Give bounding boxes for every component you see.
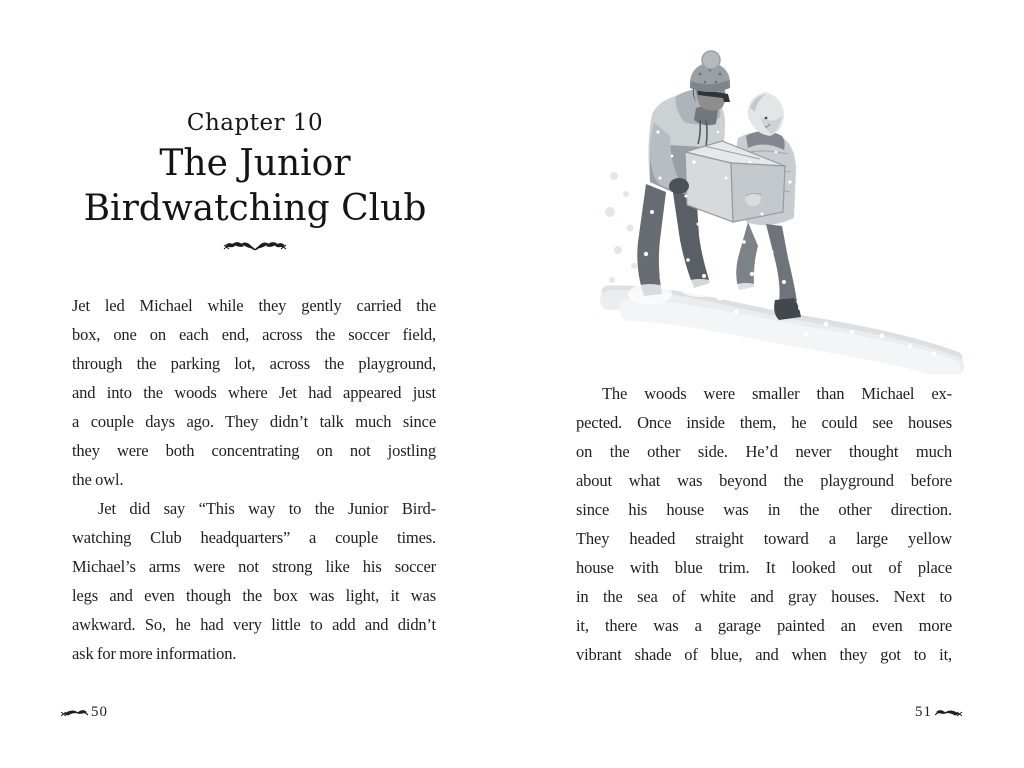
text-line: Jet did say “This way to the Junior Bird- xyxy=(98,499,436,518)
right-page-body xyxy=(576,379,952,669)
text-line: they were both concentrating on not jostling xyxy=(72,441,436,460)
title-flourish-icon xyxy=(73,239,437,260)
text-line: watching Club headquarters” a couple times. xyxy=(72,528,436,547)
paragraph xyxy=(576,379,952,669)
text-line: The woods were smaller than Michael ex- xyxy=(602,384,952,403)
page-number-value: 50 xyxy=(91,704,108,720)
page-number-left xyxy=(60,704,108,721)
text-line: in the sea of white and gray houses. Next to xyxy=(576,587,952,606)
left-page-body xyxy=(72,291,436,668)
text-line: a couple days ago. They didn’t talk much since xyxy=(72,412,436,431)
text-line: house with blue trim. It looked out of place xyxy=(576,558,952,577)
page-flourish-icon xyxy=(60,708,88,718)
illustration-kids-carrying-box xyxy=(600,36,964,374)
text-line: legs and even though the box was light, it was xyxy=(72,586,436,605)
chapter-title xyxy=(73,141,437,231)
paragraph xyxy=(72,494,436,668)
chapter-label: Chapter 10 xyxy=(186,110,324,136)
page-flourish-icon xyxy=(935,708,963,718)
text-line: and into the woods where Jet had appeared just xyxy=(72,383,436,402)
text-line: ask for more information. xyxy=(72,644,237,663)
paragraph xyxy=(72,291,436,494)
text-line: They headed straight toward a large yellow xyxy=(576,529,952,548)
text-line: the owl. xyxy=(72,470,124,489)
text-line: pected. Once inside them, he could see houses xyxy=(576,413,952,432)
chapter-heading xyxy=(73,110,437,260)
text-line: on the other side. He’d never thought much xyxy=(576,442,952,461)
text-line: Jet led Michael while they gently carried the xyxy=(72,296,436,315)
text-line: it, there was a garage painted an even more xyxy=(576,616,952,635)
text-line: awkward. So, he had very little to add and didn’t xyxy=(72,615,436,634)
text-line: vibrant shade of blue, and when they got to it, xyxy=(576,645,952,664)
text-line: box, one on each end, across the soccer field, xyxy=(72,325,436,344)
page-number-right xyxy=(915,704,963,721)
page-number-value: 51 xyxy=(915,704,932,720)
right-page xyxy=(512,0,1024,768)
chapter-title-line1: The Junior xyxy=(159,143,351,184)
text-line: since his house was in the other direction. xyxy=(576,500,952,519)
chapter-title-line2: Birdwatching Club xyxy=(83,188,427,229)
text-line: about what was beyond the playground before xyxy=(576,471,952,490)
text-line: through the parking lot, across the playground, xyxy=(72,354,436,373)
text-line: Michael’s arms were not strong like his soccer xyxy=(72,557,436,576)
